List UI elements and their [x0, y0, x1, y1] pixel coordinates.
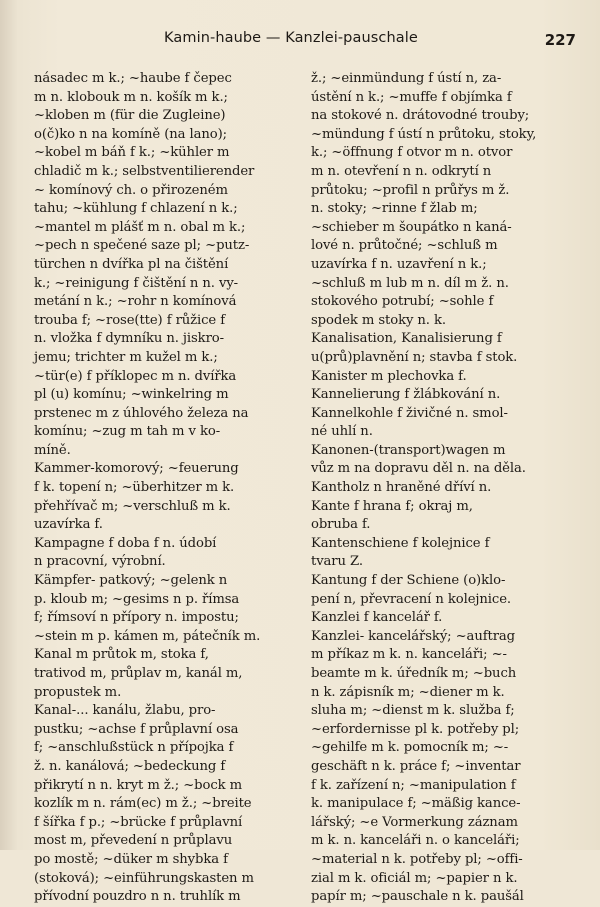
text-line: Kanal-... kanálu, žlabu, pro- — [34, 703, 216, 719]
text-line: jemu; trichter m kužel m k.; — [34, 349, 218, 365]
page-header — [34, 30, 576, 52]
text-line: uzavírka f n. uzavření n k.; — [311, 256, 487, 272]
text-line: m k. n. kanceláři n. o kanceláři; — [311, 833, 520, 849]
text-line: m příkaz m k. n. kanceláři; ~- — [311, 647, 507, 663]
text-line: chladič m k.; selbstventilierender — [34, 163, 255, 179]
text-line: f k. topení n; ~überhitzer m k. — [34, 480, 235, 496]
text-line: lářský; ~e Vormerkung záznam — [311, 814, 518, 830]
text-line: propustek m. — [34, 684, 122, 700]
text-line: přívodní pouzdro n n. truhlík m — [34, 889, 241, 905]
text-line: lové n. průtočné; ~schluß m — [311, 238, 498, 254]
text-line: Kanister m plechovka f. — [311, 368, 467, 384]
text-line: n pracovní, výrobní. — [34, 554, 166, 570]
text-line: ~kobel m báň f k.; ~kühler m — [34, 145, 230, 161]
text-line: Kämpfer- patkový; ~gelenk n — [34, 573, 228, 589]
text-line: ~stein m p. kámen m, pátečník m. — [34, 628, 261, 644]
text-line: ~mantel m plášť m n. obal m k.; — [34, 219, 246, 235]
text-line: přikrytí n n. kryt m ž.; ~bock m — [34, 777, 242, 793]
text-line: beamte m k. úředník m; ~buch — [311, 666, 517, 681]
running-head: Kamin-haube — Kanzlei-pauschale — [164, 30, 418, 46]
text-line: türchen n dvířka pl na čištění — [34, 256, 229, 272]
right-column — [311, 70, 577, 907]
text-line: p. kloub m; ~gesims n p. římsa — [34, 591, 240, 607]
text-line: zial m k. oficiál m; ~papier n k. — [311, 870, 518, 886]
text-line: tvaru Z. — [311, 554, 363, 570]
text-line: Kanzlei- kancelářský; ~auftrag — [311, 628, 516, 644]
text-line: trativod m, průplav m, kanál m, — [34, 666, 243, 681]
text-line: Kanzlei f kancelář f. — [311, 610, 443, 626]
text-line: Kammer-komorový; ~feuerung — [34, 461, 239, 477]
text-line: Kannelkohle f živičné n. smol- — [311, 405, 508, 421]
text-line: ~gehilfe m k. pomocník m; ~- — [311, 740, 509, 756]
text-line: Kampagne f doba f n. údobí — [34, 535, 217, 551]
text-line: Kantholz n hraněné dříví n. — [311, 480, 492, 496]
text-line: pení n, převracení n kolejnice. — [311, 591, 512, 607]
text-line: f; římsoví n přípory n. impostu; — [34, 610, 239, 626]
text-line: k.; ~reinigung f čištění n n. vy- — [34, 275, 239, 291]
text-line: pustku; ~achse f průplavní osa — [34, 721, 239, 737]
text-line: f šířka f p.; ~brücke f průplavní — [34, 814, 243, 830]
text-line: n k. zápisník m; ~diener m k. — [311, 684, 505, 700]
text-line: Kantenschiene f kolejnice f — [311, 535, 490, 551]
text-line: kozlík m n. rám(ec) m ž.; ~breite — [34, 796, 252, 812]
text-line: n. stoky; ~rinne f žlab m; — [311, 201, 478, 217]
left-column — [34, 70, 294, 907]
text-line: sluha m; ~dienst m k. služba f; — [311, 703, 515, 719]
text-line: trouba f; ~rose(tte) f růžice f — [34, 312, 225, 328]
text-line: ~erfordernisse pl k. potřeby pl; — [311, 721, 520, 737]
text-line: metání n k.; ~rohr n komínová — [34, 294, 237, 310]
text-line: (stoková); ~einführungskasten m — [34, 870, 254, 886]
text-line: prstenec m z úhlového železa na — [34, 405, 249, 421]
text-line: vůz m na dopravu děl n. na děla. — [311, 461, 526, 477]
text-line: míně. — [34, 442, 71, 458]
text-line: ~pech n spečené saze pl; ~putz- — [34, 238, 250, 254]
text-line: geschäft n k. práce f; ~inventar — [311, 758, 521, 774]
text-line: ~schieber m šoupátko n kaná- — [311, 219, 512, 235]
text-line: spodek m stoky n. k. — [311, 312, 446, 328]
text-line: uzavírka f. — [34, 517, 103, 533]
text-line: Kannelierung f žlábkování n. — [311, 387, 501, 403]
text-line: Kanalisation, Kanalisierung f — [311, 331, 502, 347]
text-line: násadec m k.; ~haube f čepec — [34, 71, 232, 86]
text-line: ústění n k.; ~muffe f objímka f — [311, 89, 512, 105]
text-line: ~ komínový ch. o přirozeném — [34, 182, 228, 198]
text-line: né uhlí n. — [311, 424, 373, 440]
page-number: 227 — [544, 31, 576, 49]
text-line: o(č)ko n na komíně (na lano); — [34, 126, 228, 142]
text-line: stokového potrubí; ~sohle f — [311, 294, 494, 310]
text-line: komínu; ~zug m tah m v ko- — [34, 424, 221, 440]
text-line: f; ~anschlußstück n přípojka f — [34, 740, 234, 756]
text-line: obruba f. — [311, 517, 371, 533]
text-line: ž. n. kanálová; ~bedeckung f — [34, 758, 226, 774]
text-line: přehřívač m; ~verschluß m k. — [34, 498, 231, 514]
text-line: ~tür(e) f příklopec m n. dvířka — [34, 368, 237, 384]
text-line: m n. klobouk m n. košík m k.; — [34, 89, 228, 105]
text-line: Kanonen-(transport)wagen m — [311, 442, 506, 458]
text-line: ~mündung f ústí n průtoku, stoky, — [311, 126, 537, 142]
text-line: Kante f hrana f; okraj m, — [311, 498, 473, 514]
text-line: po mostě; ~düker m shybka f — [34, 851, 228, 867]
text-line: ~kloben m (für die Zugleine) — [34, 108, 226, 124]
text-line: průtoku; ~profil n průřys m ž. — [311, 182, 510, 198]
text-line: papír m; ~pauschale n k. paušál — [311, 889, 524, 905]
text-line: u(prů)plavnění n; stavba f stok. — [311, 349, 518, 365]
text-line: k. manipulace f; ~mäßig kance- — [311, 796, 521, 812]
text-line: Kantung f der Schiene (o)klo- — [311, 573, 506, 589]
text-line: n. vložka f dymníku n. jiskro- — [34, 331, 224, 347]
text-line: ž.; ~einmündung f ústí n, za- — [311, 71, 502, 86]
text-line: most m, převedení n průplavu — [34, 833, 233, 849]
text-line: pl (u) komínu; ~winkelring m — [34, 387, 229, 403]
text-line: f k. zařízení n; ~manipulation f — [311, 777, 516, 793]
text-line: ~schluß m lub m n. díl m ž. n. — [311, 275, 509, 291]
text-line: m n. otevření n n. odkrytí n — [311, 163, 492, 179]
text-line: na stokové n. drátovodné trouby; — [311, 108, 530, 124]
text-line: tahu; ~kühlung f chlazení n k.; — [34, 201, 238, 217]
text-line: Kanal m průtok m, stoka f, — [34, 647, 209, 663]
text-line: k.; ~öffnung f otvor m n. otvor — [311, 145, 513, 161]
text-line: ~material n k. potřeby pl; ~offi- — [311, 851, 523, 867]
